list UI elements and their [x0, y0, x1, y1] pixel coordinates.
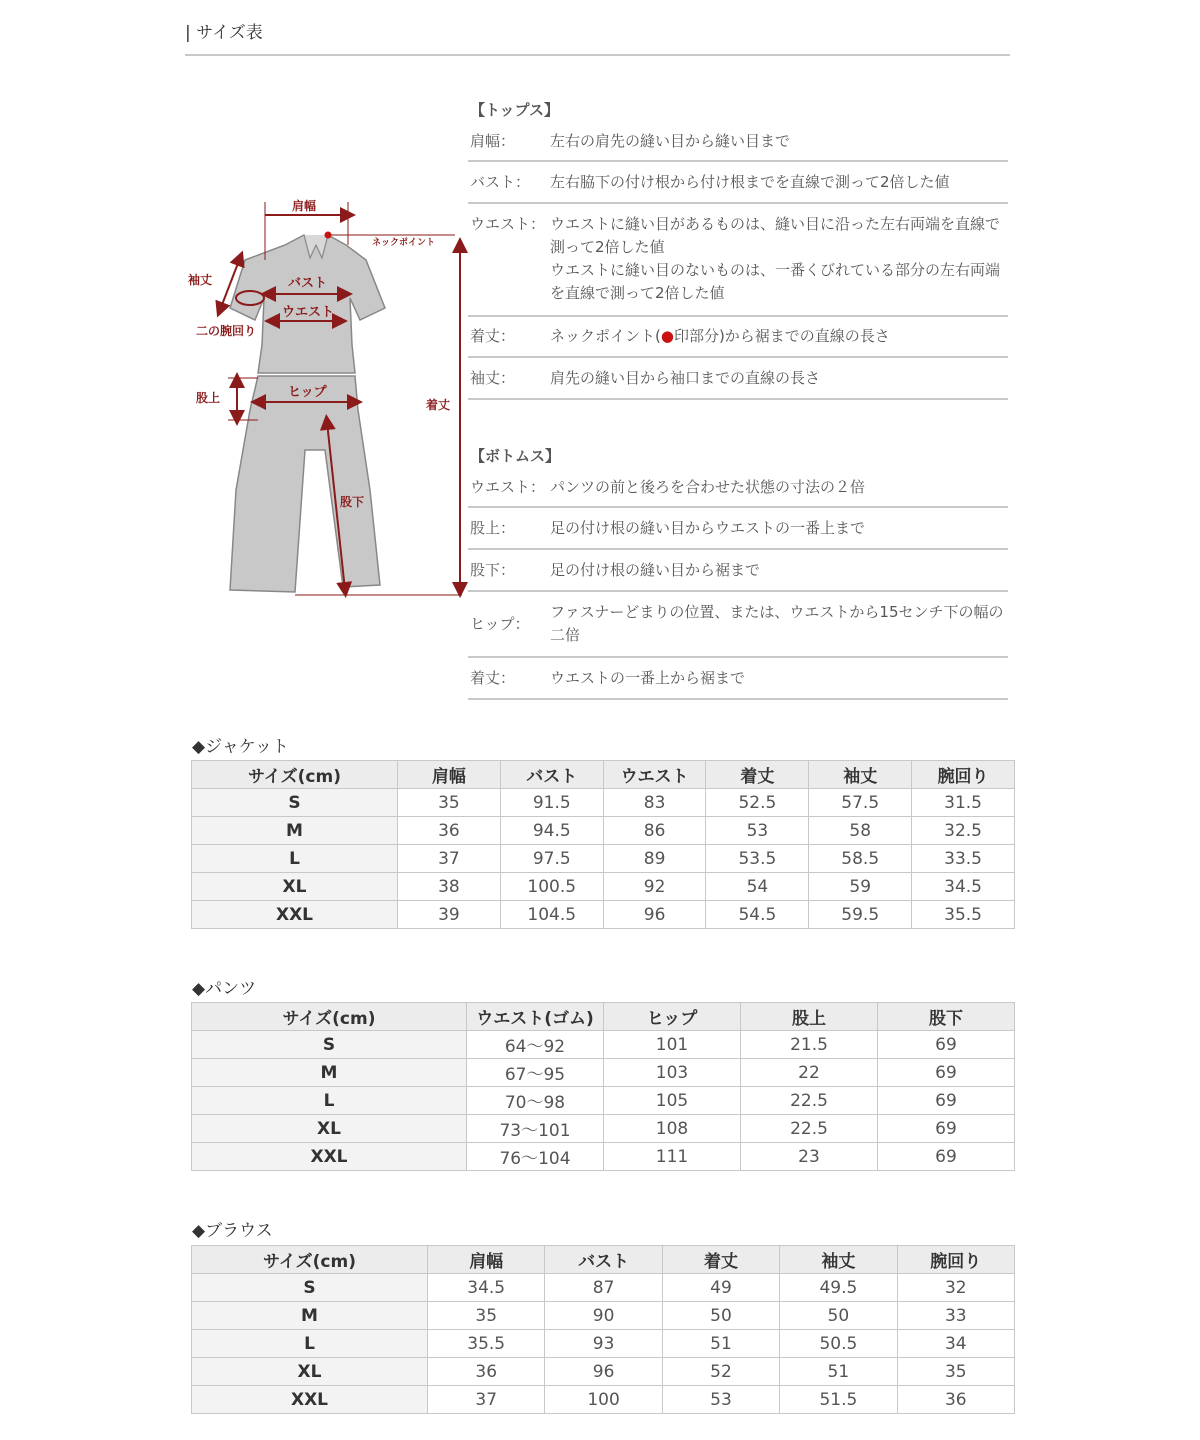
- diagram-label-sleeve: 袖丈: [188, 273, 213, 287]
- pants-header-row: [192, 1003, 1015, 1031]
- table-row: XL 38 100.5 92 54 59 34.5: [192, 873, 1015, 901]
- table-row: S 64～92 101 21.5 69: [192, 1031, 1015, 1059]
- tops-term: 着丈：: [470, 327, 516, 345]
- bottoms-row: [468, 468, 1008, 508]
- tops-row: [468, 122, 1008, 162]
- table-row: XL 36 96 52 51 35: [192, 1358, 1015, 1386]
- bottoms-def: 足の付け根の縫い目からウエストの一番上まで: [550, 518, 866, 537]
- tops-description: [468, 98, 1008, 400]
- jacket-table-title: ◆ジャケット: [192, 737, 289, 757]
- column-header: ウエスト(ゴム): [467, 1003, 604, 1031]
- blouse-size-table: [191, 1245, 1015, 1414]
- table-row: M 67～95 103 22 69: [192, 1059, 1015, 1087]
- table-row: S 34.5 87 49 49.5 32: [192, 1274, 1015, 1302]
- table-row: L 35.5 93 51 50.5 34: [192, 1330, 1015, 1358]
- bottoms-def: ウエストの一番上から裾まで: [550, 668, 746, 687]
- table-row: XXL 39 104.5 96 54.5 59.5 35.5: [192, 901, 1015, 929]
- bottoms-row: [468, 658, 1008, 700]
- column-header: 着丈: [662, 1246, 779, 1274]
- bottoms-term: 股下：: [470, 560, 516, 579]
- bottoms-row: [468, 550, 1008, 592]
- diagram-label-hip: ヒップ: [288, 385, 327, 400]
- measurement-diagram: [180, 190, 470, 610]
- jacket-header-row: [192, 761, 1015, 789]
- column-header: バスト: [545, 1246, 662, 1274]
- diagram-label-shoulder: 肩幅: [292, 199, 317, 213]
- column-header: ヒップ: [604, 1003, 741, 1031]
- column-header: 着丈: [706, 761, 809, 789]
- column-header: 肩幅: [428, 1246, 545, 1274]
- tops-row: [468, 317, 1008, 358]
- diagram-label-rise: 股上: [196, 391, 221, 405]
- bottoms-term: 着丈：: [470, 668, 516, 687]
- diagram-label-bust: バスト: [288, 276, 328, 291]
- table-row: L 70～98 105 22.5 69: [192, 1087, 1015, 1115]
- column-header: サイズ(cm): [192, 1246, 428, 1274]
- diagram-label-waist: ウエスト: [282, 305, 335, 320]
- column-header: 袖丈: [809, 761, 912, 789]
- neck-point-dot-icon: ●: [660, 327, 674, 345]
- page-title: | サイズ表: [185, 23, 263, 43]
- tops-row: [468, 162, 1008, 204]
- bottoms-term: ヒップ：: [470, 614, 530, 633]
- blouse-table-title: ◆ブラウス: [192, 1221, 273, 1241]
- bottoms-description: [468, 444, 1008, 700]
- column-header: 腕回り: [897, 1246, 1014, 1274]
- column-header: サイズ(cm): [192, 761, 398, 789]
- column-header: 股下: [878, 1003, 1015, 1031]
- bottoms-row: [468, 592, 1008, 658]
- bottoms-row: [468, 508, 1008, 550]
- bottoms-term: ウエスト：: [470, 477, 546, 496]
- table-row: XXL 37 100 53 51.5 36: [192, 1386, 1015, 1414]
- jacket-size-table: [191, 760, 1015, 929]
- tops-term: 肩幅：: [470, 131, 516, 150]
- pants-size-table: [191, 1002, 1015, 1171]
- tops-title: 【トップス】: [470, 101, 559, 119]
- table-row: S 35 91.5 83 52.5 57.5 31.5: [192, 789, 1015, 817]
- tops-def: ウエストに縫い目があるものは、縫い目に沿った左右両端を直線で 測って2倍した値 ウエストに縫い目のないものは、一番くびれている部分の左右両端 を直線で測って2倍した値: [550, 215, 1001, 302]
- column-header: 肩幅: [398, 761, 501, 789]
- tops-def: 左右脇下の付け根から付け根までを直線で測って2倍した値: [550, 172, 950, 191]
- pants-shape: [230, 376, 380, 592]
- tops-term: ウエスト：: [470, 215, 546, 233]
- bottoms-def: ファスナーどまりの位置、または、ウエストから15センチ下の幅の 二倍: [550, 603, 1004, 644]
- tops-term: 袖丈：: [470, 368, 516, 387]
- diagram-label-inseam: 股下: [340, 495, 365, 509]
- tops-row: [468, 204, 1008, 317]
- column-header: 腕回り: [912, 761, 1015, 789]
- column-header: ウエスト: [603, 761, 706, 789]
- bottoms-title: 【ボトムス】: [470, 447, 561, 465]
- table-row: XL 73～101 108 22.5 69: [192, 1115, 1015, 1143]
- blouse-header-row: [192, 1246, 1015, 1274]
- diagram-label-length: 着丈: [426, 398, 451, 412]
- table-row: M 36 94.5 86 53 58 32.5: [192, 817, 1015, 845]
- table-row: M 35 90 50 50 33: [192, 1302, 1015, 1330]
- tops-def: 左右の肩先の縫い目から縫い目まで: [550, 131, 791, 150]
- tops-term: バスト：: [470, 172, 531, 191]
- tops-def: 肩先の縫い目から袖口までの直線の長さ: [550, 368, 821, 387]
- page-header: [185, 20, 1010, 56]
- bottoms-def: パンツの前と後ろを合わせた状態の寸法の２倍: [550, 477, 866, 496]
- column-header: 袖丈: [780, 1246, 897, 1274]
- column-header: バスト: [500, 761, 603, 789]
- table-row: L 37 97.5 89 53.5 58.5 33.5: [192, 845, 1015, 873]
- column-header: サイズ(cm): [192, 1003, 467, 1031]
- bottoms-term: 股上：: [470, 518, 516, 537]
- tops-row: [468, 358, 1008, 400]
- diagram-label-upper-arm: 二の腕回り: [196, 324, 257, 338]
- tops-def: ネックポイント(●印部分)から裾までの直線の長さ: [550, 327, 890, 345]
- bottoms-def: 足の付け根の縫い目から裾まで: [550, 560, 761, 579]
- diagram-label-neck-point: ネックポイント: [372, 238, 436, 248]
- table-row: XXL 76～104 111 23 69: [192, 1143, 1015, 1171]
- column-header: 股上: [741, 1003, 878, 1031]
- pants-table-title: ◆パンツ: [192, 979, 257, 999]
